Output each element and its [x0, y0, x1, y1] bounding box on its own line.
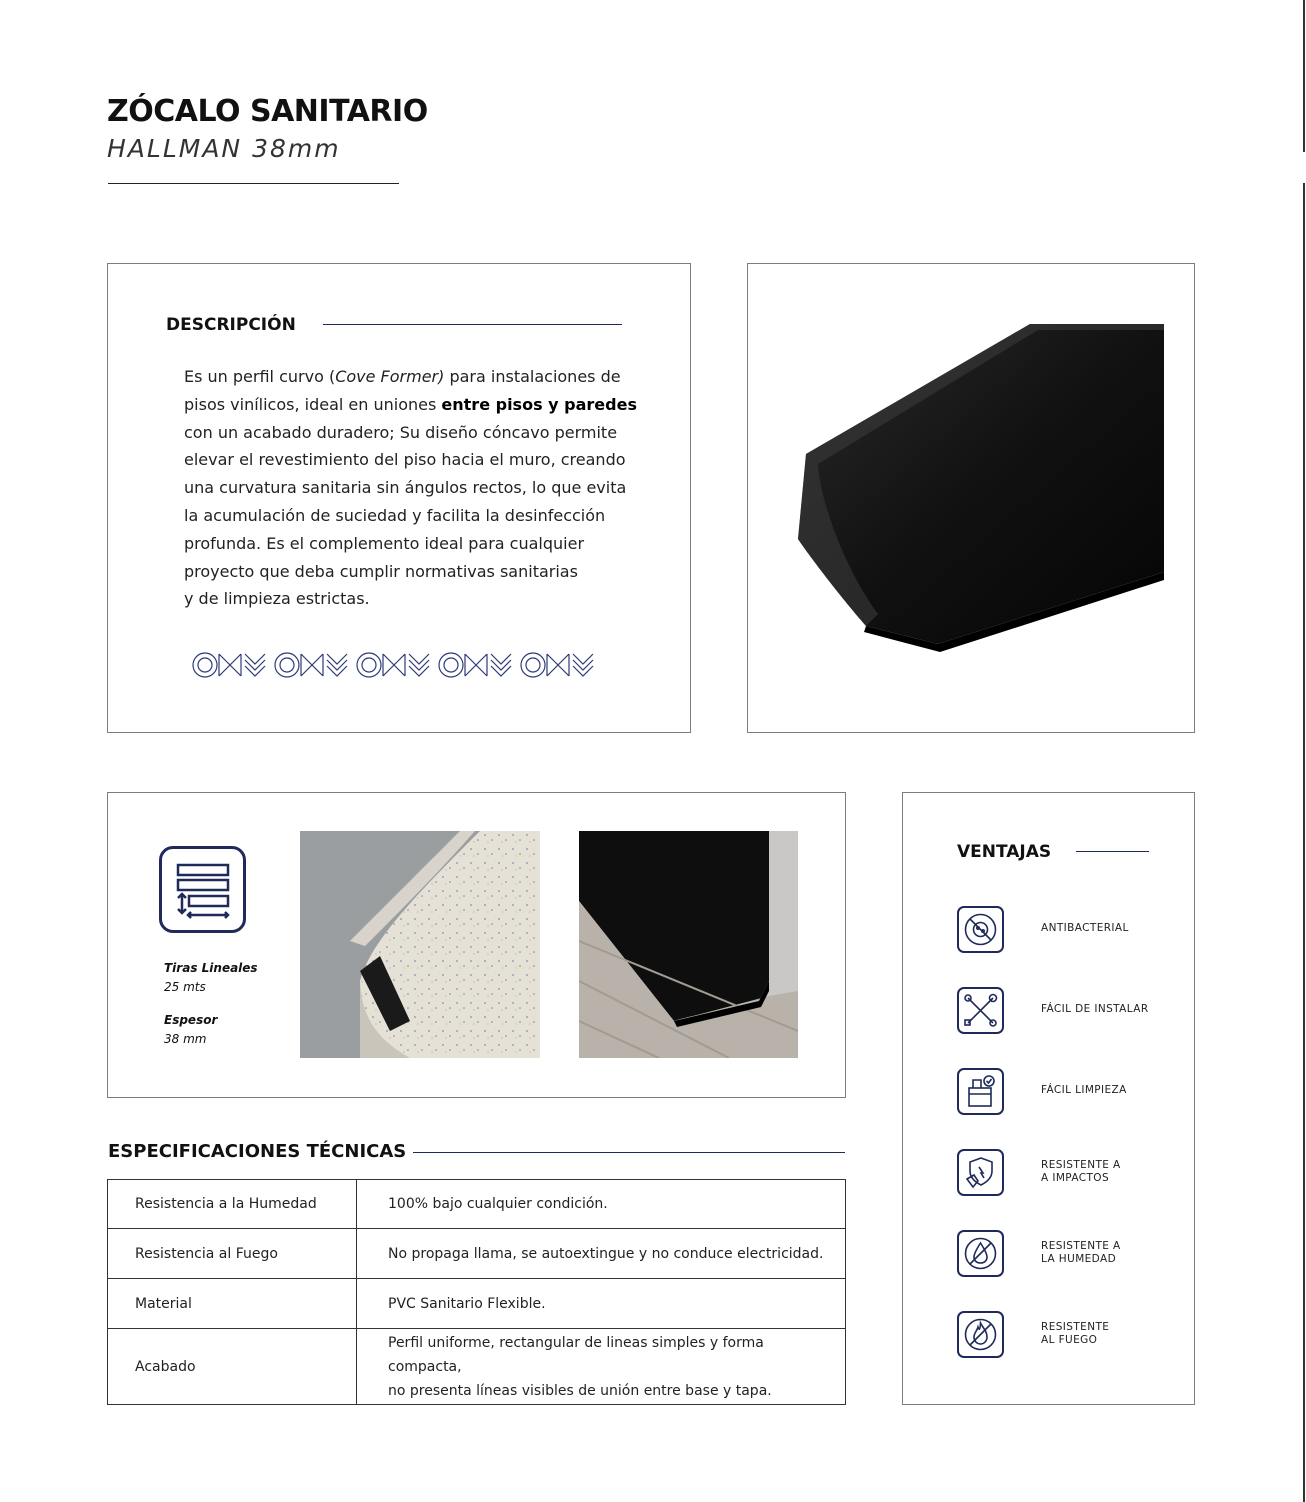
- table-cell-value: PVC Sanitario Flexible.: [357, 1279, 846, 1329]
- decorative-pattern: [192, 650, 596, 680]
- description-heading-rule: [323, 324, 622, 325]
- description-line: elevar el revestimiento del piso hacia el muro, creando: [184, 450, 626, 470]
- advantages-card: [902, 792, 1195, 1405]
- product-photo-card: [747, 263, 1195, 733]
- advantage-item: [957, 987, 1177, 1035]
- advantage-item: [957, 906, 1177, 954]
- cove-profile-image: [798, 324, 1166, 654]
- page-edge-line: [1303, 183, 1305, 1502]
- description-line: profunda. Es el complemento ideal para cualquier: [184, 533, 585, 553]
- thickness-value: 38 mm: [164, 1032, 207, 1046]
- description-line: una curvatura sanitaria sin ángulos rectos, lo que evita: [184, 478, 627, 498]
- advantage-item: [957, 1149, 1177, 1197]
- table-cell-line: Perfil uniforme, rectangular de lineas simples y forma compacta,: [388, 1334, 764, 1375]
- table-row: [108, 1180, 846, 1229]
- specs-card: [107, 792, 846, 1098]
- table-cell-value: 100% bajo cualquier condición.: [357, 1180, 846, 1229]
- table-cell-key: Resistencia a la Humedad: [108, 1180, 357, 1229]
- table-cell-key: Resistencia al Fuego: [108, 1229, 357, 1279]
- description-line: con un acabado duradero; Su diseño cóncavo permite: [184, 422, 618, 442]
- page-title: ZÓCALO SANITARIO: [107, 94, 428, 129]
- description-line: Es un perfil curvo (: [184, 367, 336, 386]
- antibacterial-icon: [957, 906, 1004, 953]
- advantage-label: LA HUMEDAD: [1041, 1253, 1117, 1265]
- description-line-bold: entre pisos y paredes: [441, 394, 637, 414]
- description-heading: DESCRIPCIÓN: [166, 315, 296, 335]
- cleaning-icon: [957, 1068, 1004, 1115]
- advantage-label: RESISTENTE A: [1041, 1240, 1121, 1252]
- description-line-italic: Cove Former): [335, 367, 445, 386]
- table-cell-value: [357, 1329, 846, 1405]
- table-cell-key: Acabado: [108, 1329, 357, 1405]
- advantage-label: A IMPACTOS: [1041, 1172, 1110, 1184]
- tools-icon: [957, 987, 1004, 1034]
- thickness-icon: [159, 846, 246, 933]
- technical-heading: ESPECIFICACIONES TÉCNICAS: [108, 1141, 407, 1162]
- advantages-heading-rule: [1076, 851, 1149, 852]
- table-row: [108, 1279, 846, 1329]
- description-line: para instalaciones de: [444, 367, 621, 386]
- no-water-icon: [957, 1230, 1004, 1277]
- description-card: [107, 263, 691, 733]
- strips-label: Tiras Lineales: [164, 961, 258, 975]
- description-line: pisos vinílicos, ideal en uniones: [184, 394, 442, 414]
- advantage-item: [957, 1230, 1177, 1278]
- advantage-label: ANTIBACTERIAL: [1041, 922, 1129, 934]
- advantage-item: [957, 1311, 1177, 1359]
- advantage-label: RESISTENTE A: [1041, 1159, 1121, 1171]
- table-cell-key: Material: [108, 1279, 357, 1329]
- no-fire-icon: [957, 1311, 1004, 1358]
- advantage-label: AL FUEGO: [1041, 1334, 1098, 1346]
- technical-heading-rule: [413, 1152, 845, 1153]
- description-line: proyecto que deba cumplir normativas sanitarias: [184, 561, 578, 581]
- installation-photo-dark: [579, 831, 798, 1058]
- thickness-label: Espesor: [164, 1013, 218, 1027]
- page-edge-line: [1303, 0, 1305, 152]
- advantage-item: [957, 1068, 1177, 1116]
- strips-value: 25 mts: [164, 980, 206, 994]
- description-line: la acumulación de suciedad y facilita la desinfección: [184, 505, 606, 525]
- technical-table: [107, 1179, 846, 1405]
- table-row: [108, 1229, 846, 1279]
- description-line: y de limpieza estrictas.: [184, 589, 370, 609]
- advantage-label: FÁCIL LIMPIEZA: [1041, 1084, 1127, 1096]
- advantages-heading: VENTAJAS: [957, 842, 1052, 862]
- table-cell-line: no presenta líneas visibles de unión entre base y tapa.: [388, 1382, 772, 1399]
- impact-shield-icon: [957, 1149, 1004, 1196]
- description-text: [184, 363, 637, 613]
- table-cell-value: No propaga llama, se autoextingue y no conduce electricidad.: [357, 1229, 846, 1279]
- table-row: [108, 1329, 846, 1405]
- installation-photo-light: [300, 831, 540, 1058]
- advantage-label: RESISTENTE: [1041, 1321, 1110, 1333]
- page-subtitle: HALLMAN 38mm: [107, 134, 341, 163]
- title-divider: [108, 183, 399, 184]
- advantage-label: FÁCIL DE INSTALAR: [1041, 1003, 1149, 1015]
